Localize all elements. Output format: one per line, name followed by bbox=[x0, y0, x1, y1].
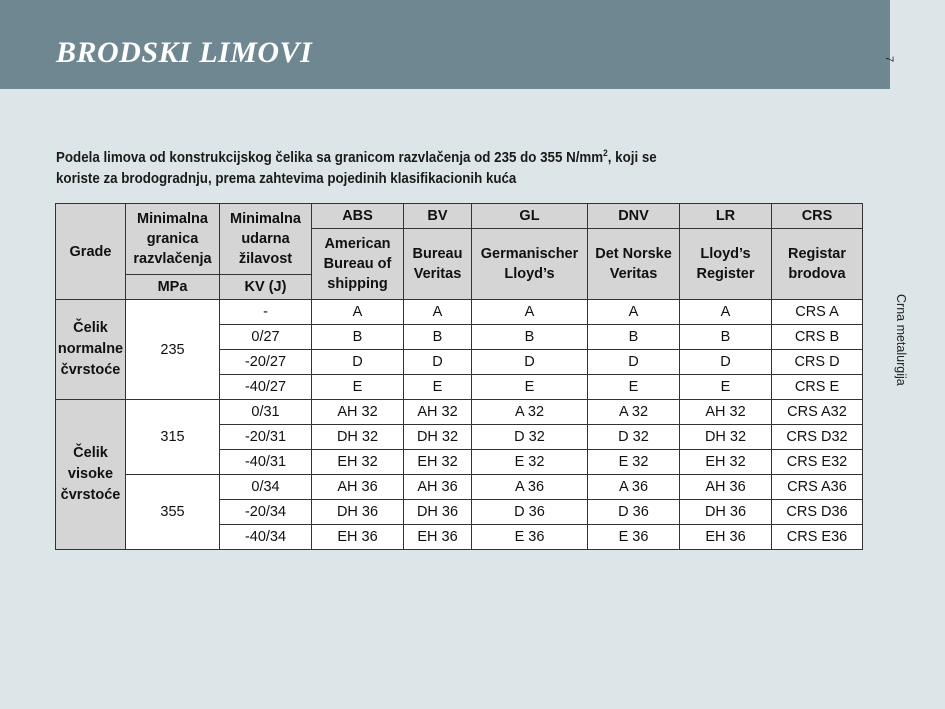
grade-designation-cell: B bbox=[472, 325, 588, 350]
society-name-gl: Germanischer Lloyd’s bbox=[472, 229, 588, 300]
grade-designation-cell: CRS E bbox=[772, 375, 863, 400]
page-title: BRODSKI LIMOVI bbox=[56, 36, 313, 69]
society-name-bv: Bureau Veritas bbox=[404, 229, 472, 300]
page-number: 7 bbox=[883, 56, 895, 63]
society-code-dnv: DNV bbox=[588, 204, 680, 229]
grade-designation-cell: AH 32 bbox=[312, 400, 404, 425]
grade-designation-cell: D bbox=[404, 350, 472, 375]
grade-designation-cell: CRS E32 bbox=[772, 450, 863, 475]
grade-designation-cell: EH 32 bbox=[404, 450, 472, 475]
grade-designation-cell: B bbox=[312, 325, 404, 350]
grade-designation-cell: D bbox=[588, 350, 680, 375]
grade-designation-cell: D bbox=[312, 350, 404, 375]
grade-designation-cell: EH 36 bbox=[312, 525, 404, 550]
table-row bbox=[56, 300, 863, 325]
grade-designation-cell: A bbox=[312, 300, 404, 325]
grade-designation-cell: A bbox=[404, 300, 472, 325]
grade-designation-cell: CRS D bbox=[772, 350, 863, 375]
grade-designation-cell: CRS A32 bbox=[772, 400, 863, 425]
society-code-abs: ABS bbox=[312, 204, 404, 229]
impact-energy-cell: 0/31 bbox=[220, 400, 312, 425]
grade-designation-cell: DH 32 bbox=[312, 425, 404, 450]
grade-designation-cell: AH 36 bbox=[680, 475, 772, 500]
grade-designation-cell: D bbox=[472, 350, 588, 375]
steel-class-cell: Čelik normalne čvrstoće bbox=[56, 300, 126, 400]
impact-energy-cell: -20/27 bbox=[220, 350, 312, 375]
grade-designation-cell: E bbox=[472, 375, 588, 400]
grade-designation-cell: E 32 bbox=[472, 450, 588, 475]
grade-designation-cell: B bbox=[588, 325, 680, 350]
grade-designation-cell: D bbox=[680, 350, 772, 375]
grade-designation-cell: E 36 bbox=[588, 525, 680, 550]
impact-energy-cell: 0/34 bbox=[220, 475, 312, 500]
impact-energy-cell: 0/27 bbox=[220, 325, 312, 350]
grade-designation-cell: A 32 bbox=[472, 400, 588, 425]
grade-designation-cell: AH 36 bbox=[404, 475, 472, 500]
caption-text: Podela limova od konstrukcijskog čelika sa granicom razvlačenja od 235 do 355 N/mm bbox=[56, 150, 604, 166]
caption-line-2: koriste za brodogradnju, prema zahtevima pojedinih klasifikacionih kuća bbox=[56, 171, 517, 187]
society-name-dnv: Det Norske Veritas bbox=[588, 229, 680, 300]
grade-header: Grade bbox=[56, 204, 126, 300]
society-code-lr: LR bbox=[680, 204, 772, 229]
grade-designation-cell: DH 36 bbox=[312, 500, 404, 525]
grade-designation-cell: B bbox=[680, 325, 772, 350]
grade-designation-cell: A 32 bbox=[588, 400, 680, 425]
grade-designation-cell: AH 36 bbox=[312, 475, 404, 500]
grade-designation-cell: DH 32 bbox=[680, 425, 772, 450]
steel-class-cell: Čelik visoke čvrstoće bbox=[56, 400, 126, 550]
table-body bbox=[56, 204, 863, 550]
impact-energy-cell: - bbox=[220, 300, 312, 325]
grade-designation-cell: AH 32 bbox=[680, 400, 772, 425]
caption-text-end: , koji se bbox=[607, 150, 657, 166]
grade-designation-cell: AH 32 bbox=[404, 400, 472, 425]
grade-designation-cell: EH 32 bbox=[680, 450, 772, 475]
grade-designation-cell: E bbox=[404, 375, 472, 400]
table-row bbox=[56, 400, 863, 425]
grade-designation-cell: CRS D32 bbox=[772, 425, 863, 450]
grade-designation-cell: CRS A bbox=[772, 300, 863, 325]
grade-designation-cell: D 36 bbox=[588, 500, 680, 525]
grade-designation-cell: CRS E36 bbox=[772, 525, 863, 550]
society-name-crs: Registar brodova bbox=[772, 229, 863, 300]
grade-designation-cell: A 36 bbox=[472, 475, 588, 500]
grade-designation-cell: CRS A36 bbox=[772, 475, 863, 500]
grade-designation-cell: DH 32 bbox=[404, 425, 472, 450]
grade-designation-cell: CRS D36 bbox=[772, 500, 863, 525]
grade-designation-cell: DH 36 bbox=[680, 500, 772, 525]
grade-designation-cell: DH 36 bbox=[404, 500, 472, 525]
min-yield-header: Minimalna granica razvlačenja bbox=[126, 204, 220, 275]
society-name-lr: Lloyd’s Register bbox=[680, 229, 772, 300]
grade-designation-cell: B bbox=[404, 325, 472, 350]
table-row bbox=[56, 475, 863, 500]
side-section-label: Crna metalurgija bbox=[894, 294, 908, 386]
grade-designation-cell: E 36 bbox=[472, 525, 588, 550]
yield-strength-cell: 315 bbox=[126, 400, 220, 475]
yield-strength-cell: 355 bbox=[126, 475, 220, 550]
society-code-crs: CRS bbox=[772, 204, 863, 229]
grade-designation-cell: D 32 bbox=[472, 425, 588, 450]
grade-designation-cell: E bbox=[312, 375, 404, 400]
caption-superscript: 2 bbox=[603, 148, 608, 159]
min-impact-header: Minimalna udarna žilavost bbox=[220, 204, 312, 275]
header-row bbox=[56, 204, 863, 229]
grade-designation-cell: EH 36 bbox=[680, 525, 772, 550]
grade-designation-cell: E bbox=[588, 375, 680, 400]
kv-unit-header: KV (J) bbox=[220, 275, 312, 300]
impact-energy-cell: -40/34 bbox=[220, 525, 312, 550]
grade-designation-cell: D 36 bbox=[472, 500, 588, 525]
grade-designation-cell: A bbox=[472, 300, 588, 325]
mpa-unit-header: MPa bbox=[126, 275, 220, 300]
grade-designation-cell: EH 32 bbox=[312, 450, 404, 475]
society-code-gl: GL bbox=[472, 204, 588, 229]
society-name-abs: American Bureau of shipping bbox=[312, 229, 404, 300]
grade-designation-cell: E bbox=[680, 375, 772, 400]
society-code-bv: BV bbox=[404, 204, 472, 229]
grade-designation-cell: D 32 bbox=[588, 425, 680, 450]
table-caption bbox=[56, 148, 737, 190]
grade-designation-cell: CRS B bbox=[772, 325, 863, 350]
yield-strength-cell: 235 bbox=[126, 300, 220, 400]
impact-energy-cell: -20/31 bbox=[220, 425, 312, 450]
grade-designation-cell: A 36 bbox=[588, 475, 680, 500]
impact-energy-cell: -40/31 bbox=[220, 450, 312, 475]
steel-grades-table bbox=[55, 203, 863, 550]
grade-designation-cell: A bbox=[680, 300, 772, 325]
impact-energy-cell: -40/27 bbox=[220, 375, 312, 400]
grade-designation-cell: EH 36 bbox=[404, 525, 472, 550]
impact-energy-cell: -20/34 bbox=[220, 500, 312, 525]
grade-designation-cell: E 32 bbox=[588, 450, 680, 475]
grade-designation-cell: A bbox=[588, 300, 680, 325]
